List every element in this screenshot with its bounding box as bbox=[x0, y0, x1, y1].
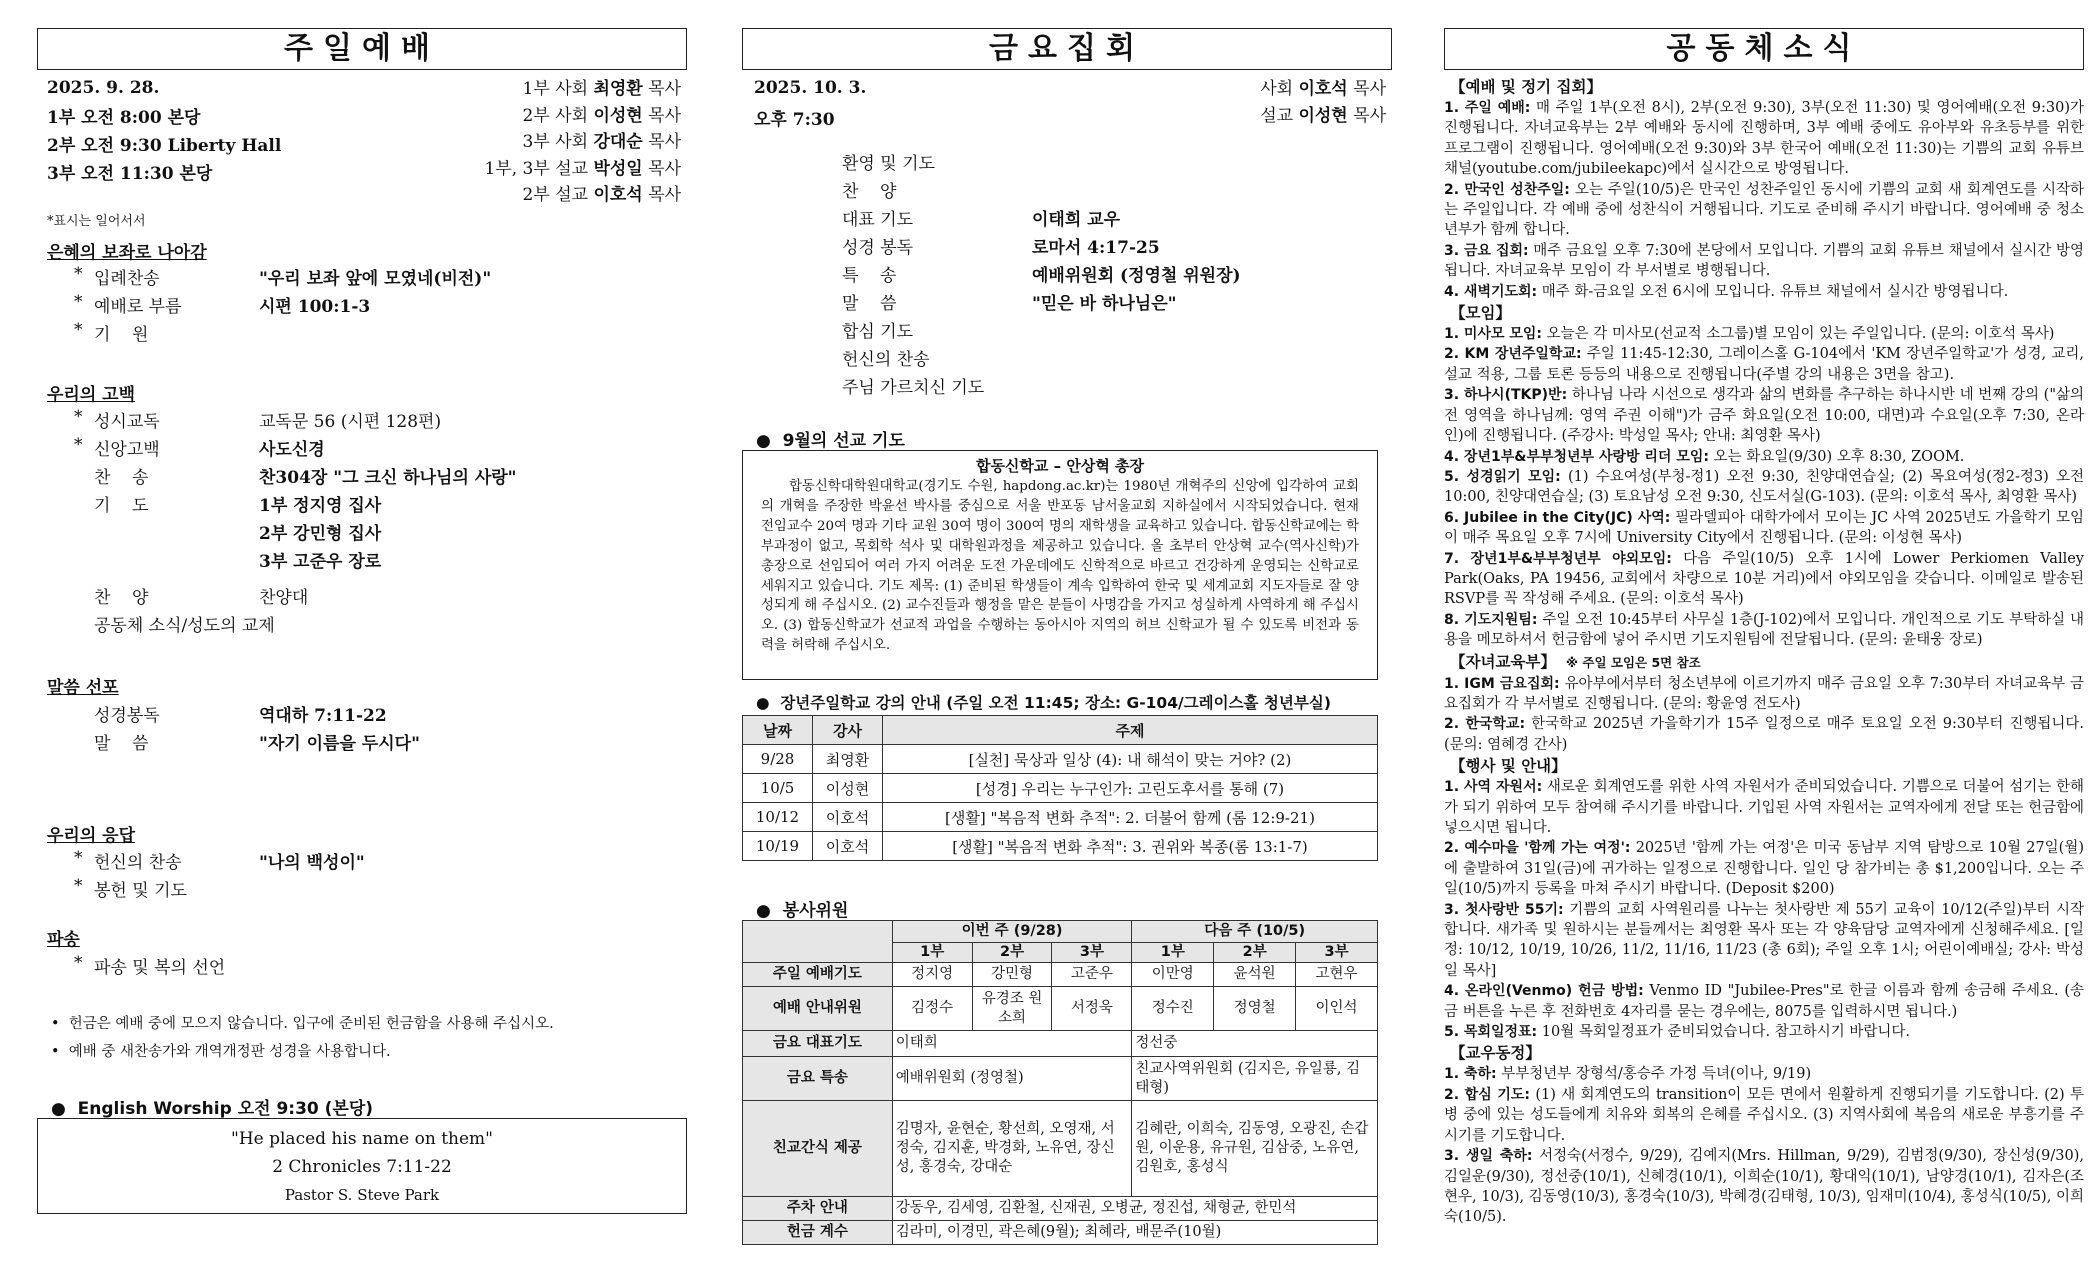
mission-title: 합동신학교 – 안상혁 총장 bbox=[975, 457, 1145, 475]
order-item: 성경봉독 역대하 7:11-22 bbox=[94, 706, 387, 726]
mission-label: ● 9월의 선교 기도 bbox=[756, 431, 905, 451]
news-section-title: 【교우동정】 bbox=[1450, 1044, 1541, 1063]
table-row: 예배 안내위원 김정수 유경조 원소희 서정욱 정수진 정영철 이인석 bbox=[743, 987, 1378, 1031]
col-date: 날짜 bbox=[743, 716, 813, 745]
friday-order-item: 성경 봉독 로마서 4:17-25 bbox=[842, 238, 1160, 258]
news-item: 4. 온라인(Venmo) 헌금 방법: Venmo ID "Jubilee-Pres"로 한글 이름과 함께 송금해 주세요. (송금 버튼을 누른 후 전화번호 4자리를 묻는 경우에는, 8075를 입력하시면 됩니다.) bbox=[1444, 983, 2084, 1020]
leader-2: 2부 사회 이성현 목사 bbox=[522, 105, 681, 126]
table-header-row bbox=[743, 921, 1378, 943]
order-item: * 성시교독 교독문 56 (시편 128편) bbox=[74, 407, 442, 432]
news-item: 7. 장년1부&부부청년부 야외모임: 다음 주일(10/5) 오후 1시에 Lower Perkiomen Valley Park(Oaks, PA 19456, 교회에서 차량으로 10분 거리)에서 야외모임을 갖습니다. 이메일로 발송된 RSVP를 꼭 작성해 주세요. (문의: 이호석 목사) bbox=[1444, 550, 2085, 608]
news-item: 3. 첫사랑반 55기: 기쁨의 교회 사역원리를 나누는 첫사랑반 제 55기 교육이 10/12(주일)부터 시작합니다. 새가족 및 원하시는 분들께서는 최영환 목사 또는 각 양육담당 교역자에게 신청해주세요. [일정: 10/12, 10/19, 10/26, 11/2, 11/16, 11/23 (총 6회); 주일 오후 1시; 어린이예배실; 강사: 박성일 목사] bbox=[1444, 901, 2085, 979]
mission-box bbox=[742, 450, 1378, 680]
friday-column bbox=[742, 28, 1392, 1258]
news-item: 1. 미사모 모임: 오늘은 각 미사모(선교적 소그룹)별 모임이 있는 주일입니다. (문의: 이호석 목사) bbox=[1444, 326, 2055, 343]
news-section-title: 【모임】 bbox=[1450, 304, 1511, 323]
order-item: * 헌신의 찬송 "나의 백성이" bbox=[74, 848, 365, 873]
sunday-title: 주일예배 bbox=[37, 28, 687, 70]
news-item: 2. 한국학교: 한국학교 2025년 가을학기가 15주 일정으로 매주 토요일 오전 9:30부터 진행됩니다. (문의: 염혜경 간사) bbox=[1444, 716, 2084, 753]
order-item: 찬 양 찬양대 bbox=[94, 588, 309, 608]
news-body bbox=[1444, 76, 2084, 1228]
friday-order-item: 헌신의 찬송 bbox=[842, 350, 930, 370]
friday-leaders bbox=[1260, 76, 1386, 129]
leader-4: 1부, 3부 설교 박성일 목사 bbox=[484, 158, 681, 179]
friday-order-item: 말 씀 "믿은 바 하나님은" bbox=[842, 294, 1177, 314]
table-row: 10/19 이호석 [생활] "복음적 변화 추적": 3. 권위와 복종(롬 13:1-7) bbox=[743, 832, 1378, 861]
english-sermon-title: "He placed his name on them" bbox=[231, 1129, 493, 1149]
order-item: 기 도 1부 정지영 집사 bbox=[94, 496, 382, 516]
leader-5: 2부 설교 이호석 목사 bbox=[522, 185, 681, 205]
news-item: 1. 주일 예배: 매 주일 1부(오전 8시), 2부(오전 9:30), 3부(오전 11:30) 및 영어예배(오전 9:30)가 진행됩니다. 자녀교육부는 2부 예배와 동시에 진행하며, 3부 예배 중에도 유아부와 유초등부를 위한 프로그램이 진행됩니다. 영어예배(오전 9:30)와 3부 한국어 예배(오전 11:30)는 기쁨의 교회 유튜브 채널(youtube.com/jubileekapc)에서 실시간으로 방영됩니다. bbox=[1444, 100, 2084, 178]
news-item: 1. 사역 자원서: 새로운 회계연도를 위한 사역 자원서가 준비되었습니다. 기쁨으로 더불어 섬기는 한해가 되기 위하여 모두 참여해 주시기를 바랍니다. 기입된 사역 자원서는 교역자에게 전달 또는 헌금함에 넣으시면 됩니다. bbox=[1444, 779, 2085, 836]
service-time-3: 3부 오전 11:30 본당 bbox=[47, 164, 213, 184]
news-item: 1. IGM 금요집회: 유아부에서부터 청소년부에 이르기까지 매주 금요일 오후 7:30부터 자녀교육부 금요집회가 각 부서별로 진행됩니다. (문의: 황윤영 전도사) bbox=[1444, 675, 2085, 712]
table-row: 헌금 계수 김라미, 이경민, 곽은혜(9월); 최혜라, 배문주(10월) bbox=[743, 1221, 1378, 1245]
news-item: 5. 목회일정표: 10월 목회일정표가 준비되었습니다. 참고하시기 바랍니다. bbox=[1444, 1024, 1911, 1041]
order-item: 공동체 소식/성도의 교제 bbox=[94, 616, 275, 636]
order-item: * 봉헌 및 기도 bbox=[74, 876, 187, 901]
news-item: 2. 만국인 성찬주일: 오는 주일(10/5)은 만국인 성찬주일인 동시에 기쁨의 교회 새 회계연도를 시작하는 주일입니다. 각 예배 중에 성찬식이 거행됩니다. 기도로 준비해 주시기 바랍니다. 영어예배 중 청소년부가 함께 합니다. bbox=[1444, 181, 2085, 239]
order-item: * 파송 및 복의 선언 bbox=[74, 953, 226, 978]
friday-order-item: 주님 가르치신 기도 bbox=[842, 378, 985, 398]
news-item: 2. KM 장년주일학교: 주일 11:45-12:30, 그레이스홀 G-104에서 'KM 장년주일학교'가 성경, 교리, 설교 적용, 그룹 토론 등등의 내용으로 진행됩니다(주별 강의 내용은 3면을 참고). bbox=[1444, 346, 2084, 383]
english-pastor: Pastor S. Steve Park bbox=[284, 1186, 440, 1204]
table-row: 금요 특송 예배위원회 (정영철) 친교사역위원회 (김지은, 유일룡, 김태형) bbox=[743, 1057, 1378, 1101]
news-item: 3. 생일 축하: 서정숙(서정수, 9/29), 김예지(Mrs. Hillman, 9/29), 김범정(9/30), 장신성(9/30), 김일운(9/30), 정선중(10/1), 신혜경(10/1), 이희순(10/1), 황대익(10/1), 남양경(10/1), 김자은(조현우, 10/3), 김동영(10/3), 홍경숙(10/3), 박혜경(김태형, 10/3), 임재미(10/4), 홍성식(10/5), 이희숙(10/5). bbox=[1444, 1148, 2084, 1226]
news-item: 4. 장년1부&부부청년부 사랑방 리더 모임: 오는 화요일(9/30) 오후 8:30, ZOOM. bbox=[1444, 448, 1965, 465]
friday-leader-1: 사회 이호석 목사 bbox=[1260, 79, 1386, 99]
col-speaker: 강사 bbox=[813, 716, 883, 745]
friday-time: 오후 7:30 bbox=[754, 110, 835, 130]
order-item: * 기 원 bbox=[74, 320, 149, 345]
news-item: 6. Jubilee in the City(JC) 사역: 필라델피아 대학가에서 모이는 JC 사역 2025년도 가을학기 모임이 매주 목요일 오후 7시에 University City에서 진행됩니다. (문의: 이성현 목사) bbox=[1444, 509, 2084, 547]
standing-note: *표시는 일어서서 bbox=[47, 214, 146, 229]
order-item: 말 씀 "자기 이름을 두시다" bbox=[94, 734, 420, 754]
friday-order-item: 환영 및 기도 bbox=[842, 154, 935, 174]
news-section-title: 【행사 및 안내】 bbox=[1450, 757, 1567, 776]
news-item: 2. 합심 기도: (1) 새 회계연도의 transition이 모든 면에서 원활하게 진행되기를 기도합니다. (2) 투병 중에 있는 성도들에게 치유와 회복의 은혜를 주십시오. (3) 지역사회에 복음의 새로운 부흥기를 주시기를 기도합니다. bbox=[1444, 1086, 2084, 1144]
friday-order-item: 합심 기도 bbox=[842, 322, 914, 342]
friday-date: 2025. 10. 3. bbox=[754, 78, 867, 98]
table-header-row: 1부 2부 3부 1부 2부 3부 bbox=[743, 943, 1378, 963]
section-title-sending: 파송 bbox=[47, 930, 80, 950]
section-title-confession: 우리의 고백 bbox=[47, 385, 136, 405]
friday-order-item: 대표 기도 이태희 교우 bbox=[842, 210, 1121, 230]
section-title-response: 우리의 응답 bbox=[47, 826, 136, 846]
section-title-word: 말씀 선포 bbox=[47, 678, 119, 698]
order-item: 찬 송 찬304장 "그 크신 하나님의 사랑" bbox=[94, 468, 517, 488]
news-title: 공동체소식 bbox=[1444, 28, 2084, 70]
table-row: 10/12 이호석 [생활] "복음적 변화 추적": 2. 더불어 함께 (롬 12:9-21) bbox=[743, 803, 1378, 832]
order-item: * 예배로 부름 시편 100:1-3 bbox=[74, 292, 371, 317]
friday-order-item: 찬 양 bbox=[842, 182, 897, 202]
friday-title: 금요집회 bbox=[742, 28, 1392, 70]
next-week-header: 다음 주 (10/5) bbox=[1132, 921, 1378, 943]
note-1: • 헌금은 예배 중에 모으지 않습니다. 입구에 준비된 헌금함을 사용해 주십시오. bbox=[51, 1016, 554, 1032]
news-item: 2. 예수마을 '함께 가는 여정': 2025년 '함께 가는 여정'은 미국 동남부 지역 탐방으로 10월 27일(월)에 출발하여 31일(금)에 귀가하는 일정으로 진행합니다. 일인 당 참가비는 총 $1,200입니다. 오는 주일(10/5)까지 등록을 마쳐 주시기 바랍니다. (Deposit $200) bbox=[1444, 840, 2084, 898]
order-item: * 신앙고백 사도신경 bbox=[74, 435, 325, 460]
volunteer-label: ● 봉사위원 bbox=[756, 901, 849, 921]
table-row: 주일 예배기도 정지영 강민형 고준우 이만영 윤석원 고현우 bbox=[743, 963, 1378, 987]
news-column bbox=[1444, 28, 2084, 1258]
news-item: 8. 기도지원팀: 주일 오전 10:45부터 사무실 1층(J-102)에서 모입니다. 개인적으로 기도 부탁하실 내용을 메모하셔서 헌금함에 넣어 주시면 기도지원팀에 전달됩니다. (문의: 윤태웅 장로) bbox=[1444, 611, 2085, 649]
news-section-title: 【예배 및 정기 집회】 bbox=[1450, 78, 1603, 96]
table-row: 9/28 최영환 [실천] 묵상과 일상 (4): 내 해석이 맞는 거야? (2) bbox=[743, 745, 1378, 774]
order-item: 2부 강민형 집사 bbox=[259, 524, 382, 544]
news-item: 3. 금요 집회: 매주 금요일 오후 7:30에 본당에서 모입니다. 기쁨의 교회 유튜브 채널에서 실시간 방영됩니다. 자녀교육부 모임이 각 부서별로 병행됩니다. bbox=[1444, 242, 2084, 280]
this-week-header: 이번 주 (9/28) bbox=[892, 921, 1132, 943]
col-topic: 주제 bbox=[883, 716, 1378, 745]
news-item: 4. 새벽기도회: 매주 화-금요일 오전 6시에 모입니다. 유튜브 채널에서 실시간 방영됩니다. bbox=[1444, 283, 2009, 300]
note-2: • 예배 중 새찬송가와 개역개정판 성경을 사용합니다. bbox=[51, 1044, 391, 1060]
news-section-title: 【자녀교육부】 ※ 주일 모임은 5면 참조 bbox=[1450, 652, 1701, 671]
news-item: 1. 축하: 부부청년부 장형석/홍승주 가정 득녀(이나, 9/19) bbox=[1444, 1066, 1812, 1083]
english-scripture: 2 Chronicles 7:11-22 bbox=[272, 1157, 452, 1177]
sunday-column bbox=[37, 28, 687, 1258]
lecture-table bbox=[742, 715, 1378, 861]
mission-text: 합동신학대학원대학교(경기도 수원, hapdong.ac.kr)는 1980년 개혁주의 신앙에 입각하여 교회의 개혁을 주장한 박윤선 박사를 중심으로 서울 반포동 남서울교회 지하실에서 시작되었습니다. 현재 전임교수 20여 명과 기타 교원 30여 명이 300여 명의 재학생을 교육하고 있습니다. 합동신학교에는 학부과정이 없고, 목회학 석사 및 대학원과정을 제공하고 있습니다. 올 초부터 안상혁 교수(역사신학)가 총장으로 선임되어 여러 가지 어려운 도전 가운데에도 신학적으로 바르고 건강하게 운영되는 신학교로 세워지고 있습니다. 기도 제목: (1) 준비된 학생들이 계속 입학하여 한국 및 세계교회 지도자들로 잘 양성되게 해 주십시오. (2) 교수진들과 행정을 맡은 분들이 사명감을 가지고 성실하게 사역하게 해 주십시오. (3) 합동신학교가 선교적 과업을 수행하는 동아시아 지역의 허브 신학교가 될 수 있도록 비전과 동력을 허락해 주십시오. bbox=[761, 479, 1359, 654]
leader-3: 3부 사회 강대순 목사 bbox=[522, 132, 681, 152]
table-row: 금요 대표기도 이태희 정선중 bbox=[743, 1031, 1378, 1057]
table-row: 주차 안내 강동우, 김세영, 김환철, 신재권, 오병균, 정진섭, 채형균, 한민석 bbox=[743, 1197, 1378, 1221]
section-title-approach: 은혜의 보좌로 나아감 bbox=[47, 243, 207, 263]
news-item: 3. 하나시(TKP)반: 하나님 나라 시선으로 생각과 삶의 변화를 추구하는 하나시반 네 번째 강의 ("삶의 전 영역을 하나님께: 영역 주권 이해")가 금주 화요일(오전 10:00, 대면)과 수요일(오후 7:30, 온라인)에 진행됩니다. (주강사: 박성일 목사; 안내: 최영환 목사) bbox=[1444, 387, 2085, 445]
service-time-1: 1부 오전 8:00 본당 bbox=[47, 108, 201, 128]
english-worship-box bbox=[37, 1118, 687, 1214]
leader-1: 1부 사회 최영환 목사 bbox=[522, 79, 681, 99]
service-time-2: 2부 오전 9:30 Liberty Hall bbox=[47, 136, 282, 156]
english-worship-label: ● English Worship 오전 9:30 (본당) bbox=[51, 1099, 374, 1119]
table-header-row bbox=[743, 716, 1378, 745]
table-row: 친교간식 제공 김명자, 윤현순, 황선희, 오영재, 서정숙, 김지훈, 박경화, 노유연, 장신성, 홍경숙, 강대순 김혜란, 이희숙, 김동영, 오광진, 손갑원, 이운용, 유규원, 김삼중, 노유연, 김원호, 홍성식 bbox=[743, 1101, 1378, 1197]
lecture-label: ● 장년주일학교 강의 안내 (주일 오전 11:45; 장소: G-104/그레이스홀 청년부실) bbox=[756, 694, 1331, 712]
leaders-list bbox=[485, 76, 681, 209]
table-row: 10/5 이성현 [성경] 우리는 누구인가: 고린도후서를 통해 (7) bbox=[743, 774, 1378, 803]
sunday-date: 2025. 9. 28. bbox=[47, 78, 160, 98]
friday-order-item: 특 송 예배위원회 (정영철 위원장) bbox=[842, 266, 1241, 286]
friday-leader-2: 설교 이성현 목사 bbox=[1260, 105, 1386, 126]
order-item: 3부 고준우 장로 bbox=[259, 552, 382, 572]
volunteer-table bbox=[742, 920, 1378, 1245]
order-item: * 입례찬송 "우리 보좌 앞에 모였네(비전)" bbox=[74, 264, 492, 289]
news-item: 5. 성경읽기 모임: (1) 수요여성(부청-정1) 오전 9:30, 친양대연습실; (2) 목요여성(정2-정3) 오전 10:00, 친양대연습실; (3) 토요남성 오전 9:30, 신도서실(G-103). (문의: 이호석 목사, 최영환 목사) bbox=[1444, 468, 2084, 506]
